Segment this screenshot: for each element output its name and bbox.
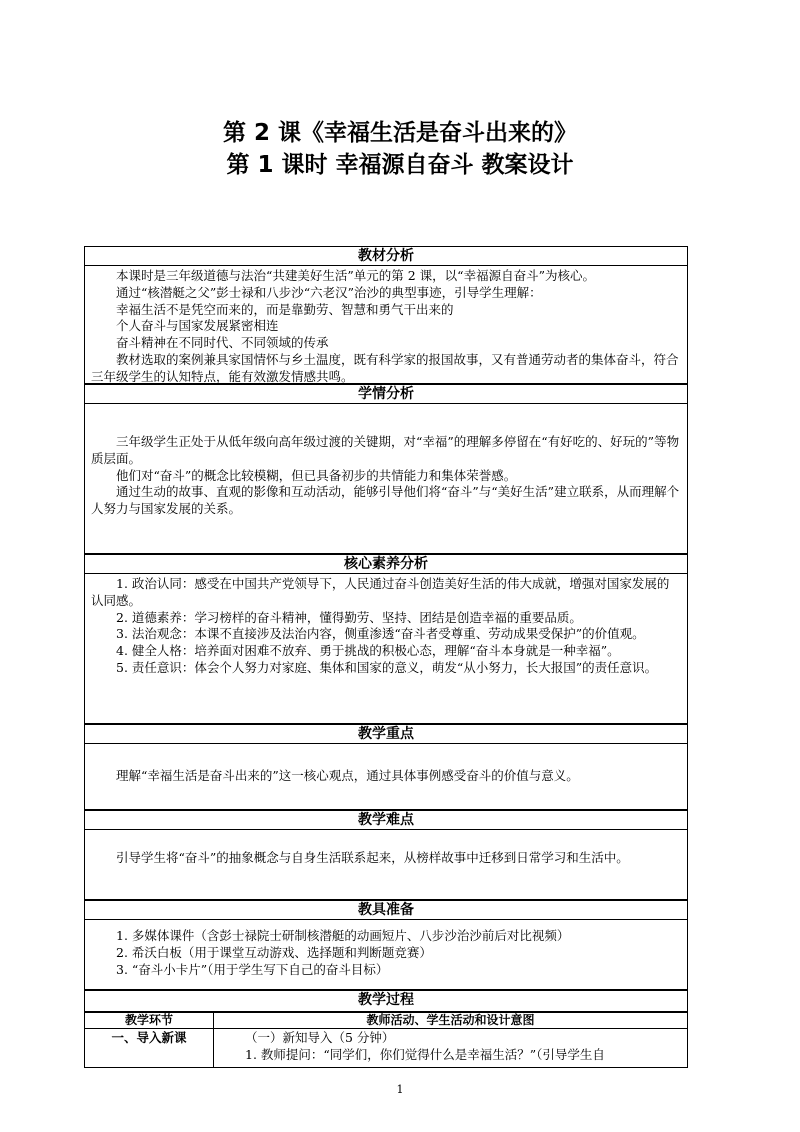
paragraph: 三年级学生正处于从低年级向高年级过渡的关键期，对“幸福”的理解多停留在“有好吃的、好玩的”等物质层面。: [91, 434, 680, 466]
paragraph: 3. 法治观念：本课不直接涉及法治内容，侧重渗透“奋斗者受尊重、劳动成果受保护”的价值观。: [116, 626, 645, 642]
section-heading-process: 教学过程: [84, 990, 688, 1012]
paragraph: 5. 责任意识：体会个人努力对家庭、集体和国家的意义，萌发“从小努力，长大报国”的责任意识。: [116, 659, 658, 675]
paragraph: 4. 健全人格：培养面对困难不放弃、勇于挑战的积极心态，理解“奋斗本身就是一种幸福”。: [116, 643, 620, 659]
section-heading-literacy: 核心素养分析: [84, 554, 688, 574]
section-heading-material: 教材分析: [84, 246, 688, 266]
paragraph: （一）新知导入（5 分钟）: [245, 1030, 395, 1045]
section-body-literacy: [84, 574, 688, 724]
section-body-key-point: [84, 744, 688, 810]
section-heading-students: 学情分析: [84, 384, 688, 404]
paragraph: 1. 多媒体课件（含彭士禄院士研制核潜艇的动画短片、八步沙治沙前后对比视频）: [116, 928, 570, 943]
stage-label: 一、导入新课: [111, 1030, 187, 1045]
paragraph: 幸福生活不是凭空而来的，而是靠勤劳、智慧和勇气干出来的: [116, 301, 454, 317]
paragraph: 个人奋斗与国家发展紧密相连: [116, 318, 279, 334]
column-header-activities: 教师活动、学生活动和设计意图: [213, 1012, 688, 1029]
paragraph: 通过“核潜艇之父”彭士禄和八步沙“六老汉”治沙的典型事迹，引导学生理解：: [116, 284, 542, 300]
paragraph: 3. “奋斗小卡片”（用于学生写下自己的奋斗目标）: [116, 961, 389, 977]
paragraph: 理解“幸福生活是奋斗出来的”这一核心观点，通过具体事例感受奋斗的价值与意义。: [116, 768, 579, 783]
section-body-difficulty: [84, 830, 688, 900]
paragraph: 2. 希沃白板（用于课堂互动游戏、选择题和判断题竞赛）: [116, 944, 432, 960]
column-header-stage: 教学环节: [84, 1012, 214, 1029]
section-body-students: [84, 404, 688, 554]
section-heading-key-point: 教学重点: [84, 724, 688, 744]
page-number: 1: [396, 1083, 404, 1096]
lesson-subtitle: 第 1 课时 幸福源自奋斗 教案设计: [226, 152, 574, 178]
paragraph: 2. 道德素养：学习榜样的奋斗精神，懂得勤劳、坚持、团结是创造幸福的重要品质。: [116, 609, 582, 625]
section-body-materials-prep: [84, 920, 688, 990]
section-heading-difficulty: 教学难点: [84, 810, 688, 830]
paragraph: 引导学生将“奋斗”的抽象概念与自身生活联系起来，从榜样故事中迁移到日常学习和生活中。: [116, 850, 629, 865]
paragraph: 奋斗精神在不同时代、不同领域的传承: [116, 335, 329, 351]
paragraph: 1. 政治认同：感受在中国共产党领导下，人民通过奋斗创造美好生活的伟大成就，增强对国家发展的认同感。: [91, 576, 670, 608]
section-heading-materials-prep: 教具准备: [84, 900, 688, 920]
paragraph: 通过生动的故事、直观的影像和互动活动，能够引导他们将“奋斗”与“美好生活”建立联系，从而理解个人努力与国家发展的关系。: [91, 484, 680, 517]
paragraph: 本课时是三年级道德与法治“共建美好生活”单元的第 2 课，以“幸福源自奋斗”为核心。: [116, 268, 595, 283]
lesson-title: 第 2 课《幸福生活是奋斗出来的》: [222, 120, 578, 146]
paragraph: 1. 教师提问：“同学们，你们觉得什么是幸福生活？”（引导学生自: [245, 1046, 605, 1062]
paragraph: 教材选取的案例兼具家国情怀与乡土温度，既有科学家的报国故事，又有普通劳动者的集体奋斗，符合三年级学生的认知特点，能有效激发情感共鸣。: [91, 351, 679, 384]
paragraph: 他们对“奋斗”的概念比较模糊，但已具备初步的共情能力和集体荣誉感。: [116, 467, 517, 483]
activity-cell: [213, 1028, 688, 1068]
section-body-material: [84, 266, 688, 384]
stage-cell: [84, 1028, 214, 1068]
